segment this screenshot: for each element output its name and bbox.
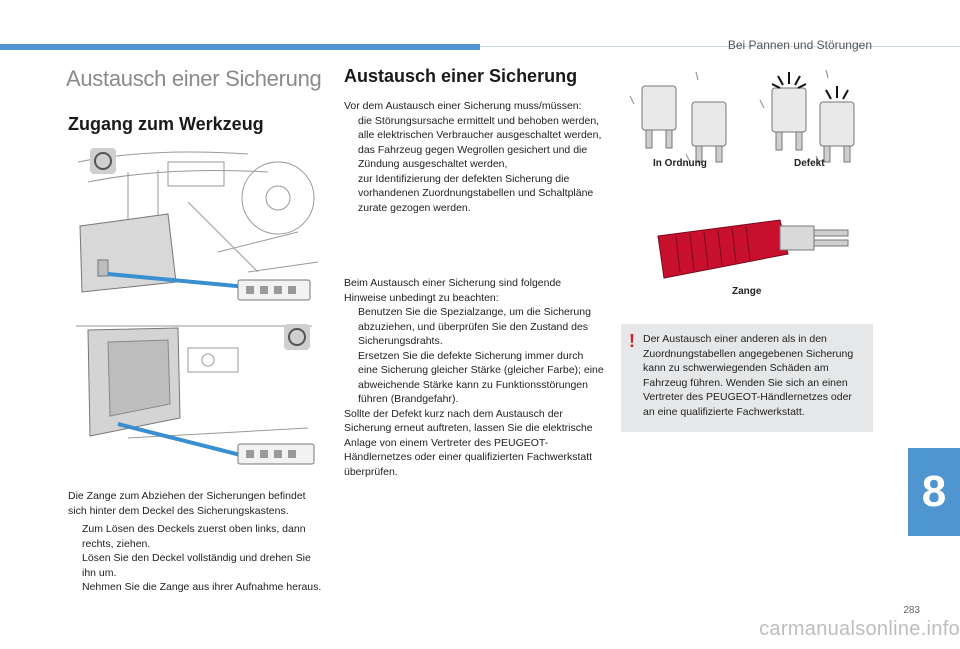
section-title: Austausch einer Sicherung [66,66,322,91]
header-rule [480,46,960,47]
tool-steps-list [68,522,326,595]
hints-intro: Beim Austausch einer Sicherung sind folgende Hinweise unbedingt zu beachten: [344,277,562,304]
closing-text: Sollte der Defekt kurz nach dem Austausch der Sicherung erneut auftreten, lassen Sie die elektrische Anlage von einem Vertreter des PEUGEOT-Händlernetzes oder einer qualifizierten Fachwerkstatt überprüfen. [344,407,593,478]
list-item: Zum Lösen des Deckels zuerst oben links, dann rechts, ziehen. [82,523,306,550]
header-accent-bar [0,44,480,50]
list-item: Lösen Sie den Deckel vollständig und drehen Sie ihn um. [82,552,311,579]
fuse-panel-detail [238,444,314,464]
hints-list [344,305,604,407]
glovebox-illustration [68,318,322,468]
list-item: Ersetzen Sie die defekte Sicherung immer durch eine Sicherung gleicher Stärke (gleicher Farbe); eine abweichende Stärke kann zu Funktionsstörungen führen (Brandgefahr). [358,349,604,405]
tool-location-text: Die Zange zum Abziehen der Sicherungen befindet sich hinter dem Deckel des Sicherungskastens. [68,490,306,517]
tool-label: Zange [732,286,762,297]
chapter-tab: 8 [908,448,960,536]
preconditions-intro: Vor dem Austausch einer Sicherung muss/müssen: [344,100,582,112]
fuse-ok-label: In Ordnung [653,158,707,169]
list-item: Benutzen Sie die Spezialzange, um die Sicherung abzuziehen, und überprüfen Sie den Zustand des Sicherungsdrahts. [358,306,591,347]
warning-text: Der Austausch einer anderen als in den Zuordnungstabellen angegebenen Sicherung kann zu schwerwiegenden Schäden am Fahrzeug führen. Wenden Sie sich an einen Vertreter des PEUGEOT-Händlernetzes oder an eine qualifizierte Fachwerkstatt. [643,333,854,418]
running-head: Bei Pannen und Störungen [727,38,872,52]
preconditions-block [344,99,604,215]
fuse-puller-illustration [656,212,852,282]
hints-block [344,276,604,479]
preconditions-list [344,114,604,216]
list-item: alle elektrischen Verbraucher ausgeschaltet werden, [358,129,602,141]
list-item: Nehmen Sie die Zange aus ihrer Aufnahme heraus. [82,581,322,593]
list-item: das Fahrzeug gegen Wegrollen gesichert und die Zündung ausgeschaltet werden, [358,143,588,170]
left-subtitle: Zugang zum Werkzeug [68,114,264,134]
warning-icon: ! [629,331,635,351]
fuse-defect-label: Defekt [794,158,825,169]
left-column-text [68,489,326,595]
fuse-cover-detail [238,280,310,300]
list-item: die Störungsursache ermittelt und behoben werden, [358,114,600,127]
steering-icon [90,148,116,174]
watermark: carmanualsonline.info [759,618,960,640]
steering-icon [284,324,310,350]
dashboard-illustration [68,142,322,310]
list-item: zur Identifizierung der defekten Sicherung die vorhandenen Zuordnungstabellen und Schaltpläne zurate gezogen werden. [358,172,594,214]
page-number: 283 [903,605,920,616]
middle-title: Austausch einer Sicherung [344,66,578,86]
warning-box [621,324,873,432]
